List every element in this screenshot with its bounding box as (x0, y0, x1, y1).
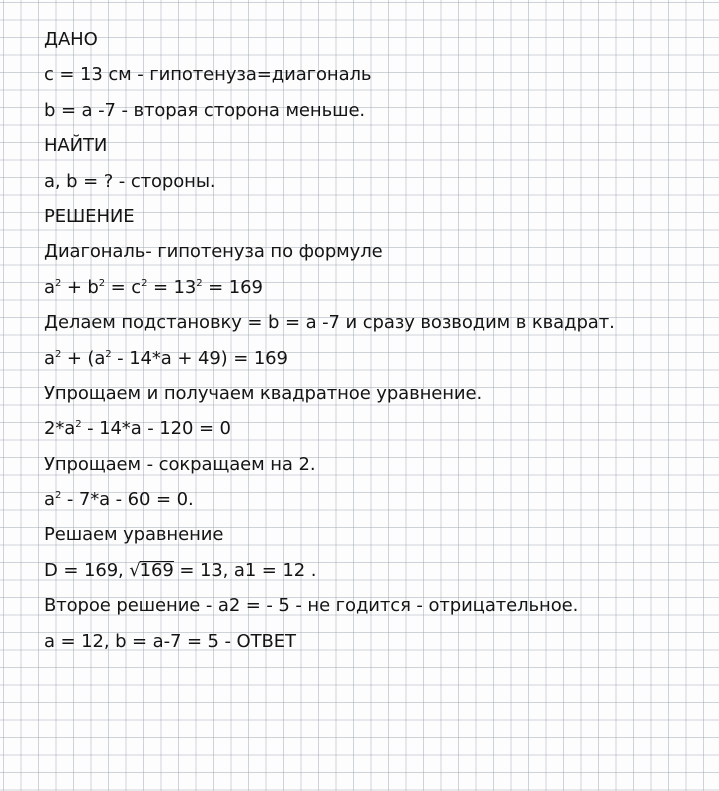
equation-term: - 14*а - 120 = 0 (81, 418, 231, 440)
given-second-side: b = а -7 - вторая сторона меньше. (44, 99, 366, 121)
discriminant-value: D = 169, (44, 559, 130, 581)
equation-term: а (44, 276, 55, 298)
equation-term: - 14*а + 49) = 169 (111, 347, 288, 369)
equation-term: а (44, 347, 55, 369)
find-sides: а, b = ? - стороны. (44, 170, 216, 192)
exponent: 2 (196, 277, 203, 289)
given-heading: ДАНО (44, 29, 98, 50)
discriminant-line (44, 553, 704, 588)
exponent: 2 (54, 348, 62, 360)
root-result: = 13, а1 = 12 . (173, 559, 317, 581)
exponent: 2 (75, 419, 82, 431)
quadratic-equation (44, 411, 704, 446)
equation-term: + (а (61, 347, 106, 369)
equation-term: = 169 (202, 276, 263, 298)
answer: а = 12, b = а-7 = 5 - ОТВЕТ (44, 630, 296, 652)
substitution-intro: Делаем подстановку = b = а -7 и сразу возводим в квадрат. (44, 312, 615, 334)
equation-term: + b (61, 276, 99, 298)
find-heading: НАЙТИ (44, 135, 108, 157)
exponent: 2 (98, 277, 106, 289)
given-hypotenuse: с = 13 см - гипотенуза=диагональ (44, 64, 372, 86)
pythagoras-equation (44, 270, 704, 305)
equation-term: - 7*а - 60 = 0. (61, 489, 194, 511)
sqrt-radicand: 169 (139, 559, 174, 581)
exponent: 2 (141, 277, 148, 289)
equation-term: 2*а (44, 418, 76, 440)
solve-intro: Решаем уравнение (44, 524, 224, 546)
equation-term: = с (105, 276, 142, 298)
exponent: 2 (105, 348, 112, 360)
notebook-page (44, 22, 704, 659)
equation-term: а (44, 489, 55, 511)
reduce-intro: Упрощаем - сокращаем на 2. (44, 453, 316, 475)
diagonal-formula-intro: Диагональ- гипотенуза по формуле (44, 241, 383, 263)
reduced-equation (44, 482, 704, 517)
solution-heading: РЕШЕНИЕ (44, 205, 135, 227)
second-root: Второе решение - а2 = - 5 - не годится - отрицательное. (44, 595, 579, 617)
exponent: 2 (54, 490, 62, 502)
equation-term: = 13 (147, 276, 197, 298)
simplify-intro: Упрощаем и получаем квадратное уравнение. (44, 382, 483, 404)
substituted-equation (44, 341, 704, 376)
sqrt-sign: √ (129, 559, 141, 581)
exponent: 2 (54, 277, 62, 289)
